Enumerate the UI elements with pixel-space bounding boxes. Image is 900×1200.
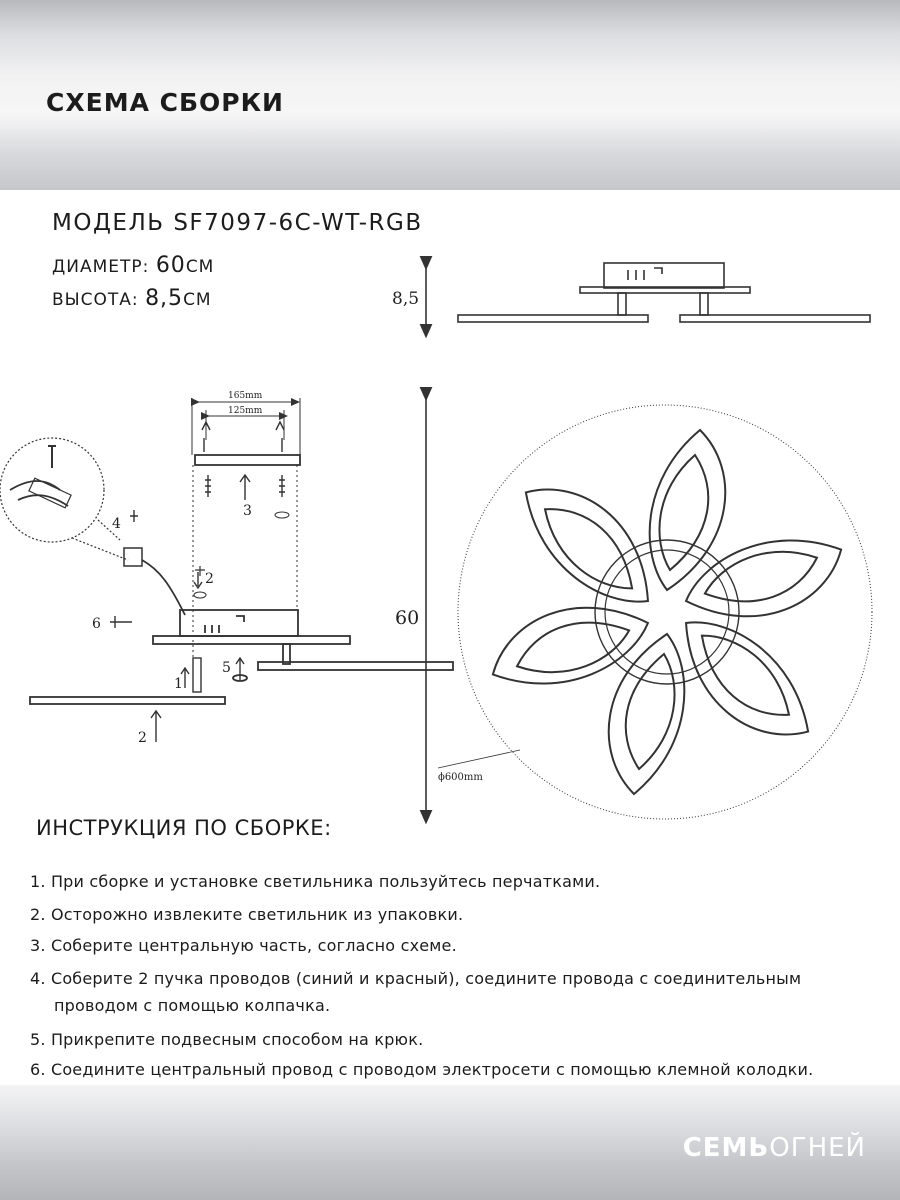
callout-2-upper: 2 [205,571,214,587]
callout-2-lower: 2 [138,730,147,746]
plate-inner-width: 125mm [228,406,263,416]
petal [480,573,656,718]
height-value: 8,5 [145,286,184,311]
instruction-step: 2. Осторожно извлеките светильник из упаковки. [30,905,464,924]
side-canopy [604,263,724,288]
brand-thin: ОГНЕЙ [769,1133,866,1163]
connector-stem [193,658,201,692]
callout-4: 4 [112,516,121,532]
canopy-base-plate [153,636,350,644]
diameter-phi-label: ϕ600mm [438,772,483,783]
mounting-plate [195,455,300,465]
instruction-step: 3. Соберите центральную часть, согласно схеме. [30,936,457,955]
height-dimension-label: 8,5 [392,289,420,309]
height-unit: СМ [183,290,212,310]
connector-detail [0,438,205,615]
page-title: СХЕМА СБОРКИ [46,88,284,117]
instruction-step: 5. Прикрепите подвесным способом на крюк. [30,1030,424,1049]
power-wire [142,560,185,615]
brand-logo [683,1133,866,1163]
screw-right [279,475,285,497]
diameter-unit: СМ [185,257,215,277]
terminal-block [124,548,142,566]
side-view [426,263,870,332]
plate-outer-width: 165mm [228,391,263,401]
instruction-step: 6. Соедините центральный провод с проводом электросети с помощью клемной колодки. [30,1060,814,1079]
callout-5: 5 [222,660,231,676]
height-label: ВЫСОТА: [52,290,139,310]
side-arm-right [680,315,870,322]
lower-arm-section [30,697,225,704]
canopy-box [180,610,298,636]
diameter-dimension-label: 60 [395,607,420,629]
assembly-arrow-2 [151,711,161,742]
callout-6: 6 [92,616,101,632]
diameter-label: ДИАМЕТР: [52,257,150,277]
side-stem-left [618,293,626,315]
petal [677,506,853,651]
screw-left [205,475,211,497]
mount-arrow-3 [240,475,250,500]
callout-1: 1 [174,676,183,692]
phi-leader-line [438,750,520,768]
instruction-step: 1. При сборке и установке светильника пользуйтесь перчатками. [30,872,601,891]
side-stem-right [700,293,708,315]
brand-bold: СЕМЬ [682,1133,770,1163]
diameter-value: 60 [155,253,186,278]
callout-3: 3 [243,503,252,519]
mounting-plate-detail [192,398,300,680]
model-name: МОДЕЛЬ SF7097-6C-WT-RGB [52,210,423,236]
instruction-step-continued: проводом с помощью колпачка. [54,996,331,1015]
top-view [438,405,872,819]
side-canopy-marks [628,268,662,280]
instruction-step: 4. Соберите 2 пучка проводов (синий и красный), соедините провода с соединительным [30,969,802,988]
side-arm-left [458,315,648,322]
instructions-heading: ИНСТРУКЦИЯ ПО СБОРКЕ: [36,816,332,840]
